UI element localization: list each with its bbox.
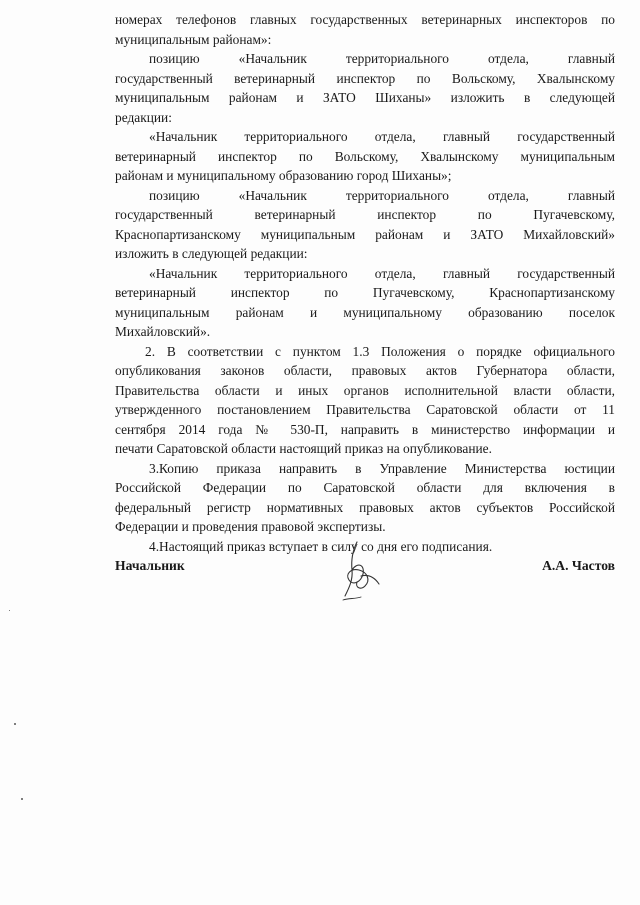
text-line: печати Саратовской области настоящий приказ на опубликование.: [115, 441, 492, 456]
text-line: утвержденного постановлением Правительства Саратовской области от 11: [115, 402, 615, 417]
text-line: Российской Федерации по Саратовской области для включения в: [115, 480, 615, 495]
signature-block: [115, 554, 615, 614]
signatory-position: Начальник: [115, 558, 185, 573]
document-body: [115, 10, 615, 556]
scan-speck: [14, 723, 16, 725]
text-line: позицию «Начальник территориального отдела, главный: [149, 51, 615, 66]
text-line: Краснопартизанскому муниципальным районам и ЗАТО Михайловский»: [115, 226, 615, 242]
text-line: ветеринарный инспектор по Вольскому, Хвалынскому муниципальным: [115, 148, 615, 164]
handwritten-signature: [335, 540, 385, 604]
text-line: Правительства области и иных органов исполнительной власти области,: [115, 382, 615, 398]
text-line: муниципальным районам и ЗАТО Шиханы» изложить в следующей: [115, 90, 615, 105]
text-line: «Начальник территориального отдела, главный государственный: [149, 129, 615, 144]
text-line: ветеринарный инспектор по Пугачевскому, Краснопартизанскому: [115, 285, 615, 300]
text-line: 3.Копию приказа направить в Управление Министерства юстиции: [149, 460, 615, 476]
text-line: редакции:: [115, 109, 172, 125]
scan-speck: [9, 610, 10, 611]
text-line: федеральный регистр нормативных правовых актов субъектов Российской: [115, 499, 615, 515]
text-line: «Начальник территориального отдела, главный государственный: [149, 265, 615, 281]
text-line: изложить в следующей редакции:: [115, 246, 308, 261]
text-line: государственный ветеринарный инспектор по Вольскому, Хвалынскому: [115, 70, 615, 86]
text-line: муниципальным районам и муниципальному образованию поселок: [115, 304, 615, 320]
text-line: 2. В соответствии с пунктом 1.3 Положения о порядке официального: [145, 343, 615, 359]
text-line: Михайловский».: [115, 324, 211, 339]
text-line: муниципальным районам»:: [115, 31, 272, 47]
text-line: сентября 2014 года № 530-П, направить в министерство информации и: [115, 421, 615, 437]
text-line: районам и муниципальному образованию город Шиханы»;: [115, 168, 452, 183]
text-line: позицию «Начальник территориального отдела, главный: [149, 187, 615, 203]
text-line: 4.Настоящий приказ вступает в силу со дня его подписания.: [149, 538, 493, 554]
text-line: Федерации и проведения правовой экспертизы.: [115, 519, 386, 534]
signatory-name: А.А. Частов: [542, 558, 615, 573]
text-line: опубликования законов области, правовых актов Губернатора области,: [115, 363, 615, 378]
scan-speck: [21, 798, 23, 800]
text-line: номерах телефонов главных государственных ветеринарных инспекторов по: [115, 12, 615, 27]
text-line: государственный ветеринарный инспектор по Пугачевскому,: [115, 207, 615, 222]
